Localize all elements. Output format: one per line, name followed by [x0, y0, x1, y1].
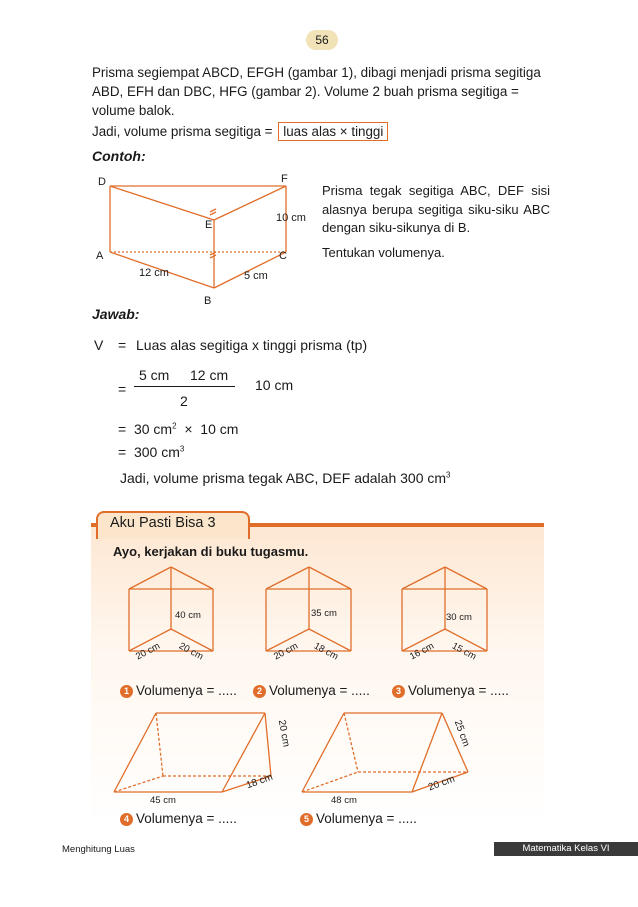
ex5-volume: [300, 811, 417, 826]
ex1-volume-label: Volumenya = .....: [136, 683, 237, 698]
ex4-width: 18 cm: [244, 771, 275, 792]
vertex-e: E: [205, 219, 213, 231]
equals-3-sign: =: [118, 421, 127, 437]
ex4-number-badge: 4: [120, 813, 133, 826]
exercise-tab-title: Aku Pasti Bisa 3: [110, 515, 216, 531]
equals-4: [118, 444, 184, 460]
answer-heading: Jawab:: [92, 306, 140, 322]
ex2-side-b: 18 cm: [311, 640, 340, 663]
ex3-height: 30 cm: [446, 612, 472, 623]
ex2-side-a: 20 cm: [271, 640, 300, 663]
ex1-volume: [120, 683, 237, 698]
vertex-b: B: [204, 295, 212, 307]
fraction-numerator-a: 5 cm: [139, 367, 170, 383]
page-number: 56: [306, 30, 338, 50]
ex5-volume-label: Volumenya = .....: [316, 811, 417, 826]
ex4-volume-label: Volumenya = .....: [136, 811, 237, 826]
ex3-side-a: 16 cm: [407, 640, 436, 663]
volume-formula: [92, 124, 388, 139]
example-question: Tentukan volumenya.: [322, 244, 445, 260]
fraction-denominator: 2: [180, 393, 188, 409]
equals-3: [118, 421, 238, 437]
fraction-bar: [134, 386, 235, 387]
answer-line-4: 300 cm: [133, 444, 180, 460]
ex4-length: 45 cm: [150, 795, 176, 806]
vertex-d: D: [98, 176, 106, 188]
example-description-text: Prisma tegak segitiga ABC, DEF sisi alasnya berupa segitiga siku-siku ABC dengan siku-sikunya di B.: [322, 183, 550, 235]
ex2-number-badge: 2: [253, 685, 266, 698]
ex4-volume: [120, 811, 237, 826]
ex5-number-badge: 5: [300, 813, 313, 826]
ex5-width: 20 cm: [426, 773, 457, 794]
fraction-tail: 10 cm: [255, 377, 294, 393]
ex1-number-badge: 1: [120, 685, 133, 698]
answer-line-3a: 30 cm: [133, 421, 173, 437]
ex2-volume: [253, 683, 370, 698]
answer-line-1: Luas alas segitiga x tinggi prisma (tp): [136, 337, 368, 353]
footer-chapter: Menghitung Luas: [62, 844, 135, 855]
ex3-side-b: 15 cm: [449, 640, 478, 663]
ex2-volume-label: Volumenya = .....: [269, 683, 370, 698]
exercise-instruction: Ayo, kerjakan di buku tugasmu.: [113, 544, 309, 559]
ex5-length: 48 cm: [331, 795, 357, 806]
formula-prefix: Jadi, volume prisma segitiga =: [92, 124, 273, 139]
ex3-number-badge: 3: [392, 685, 405, 698]
answer-line-4-sup: 3: [179, 444, 185, 454]
ex3-volume: [392, 683, 509, 698]
example-description: [322, 182, 550, 262]
bc-length-label: 5 cm: [244, 270, 268, 282]
example-heading: Contoh:: [92, 148, 146, 164]
ex5-height: 25 cm: [451, 718, 472, 749]
vertex-a: A: [96, 250, 104, 262]
answer-conclusion-sup: 3: [446, 470, 451, 480]
answer-conclusion-text: Jadi, volume prisma tegak ABC, DEF adalah 300 cm: [120, 470, 447, 486]
ex2-height: 35 cm: [311, 608, 337, 619]
ex1-side-a: 20 cm: [133, 640, 162, 663]
ex1-side-b: 20 cm: [176, 640, 205, 663]
equals-4-sign: =: [118, 444, 127, 460]
intro-paragraph: Prisma segiempat ABCD, EFGH (gambar 1), dibagi menjadi prisma segitiga ABD, EFH dan DBC, HFG (gambar 2). Volume 2 buah prisma segitiga = volume balok.: [92, 65, 541, 118]
height-label: 10 cm: [276, 212, 306, 224]
formula-boxed: luas alas × tinggi: [278, 122, 388, 141]
times-sign: ×: [184, 421, 193, 437]
equals-2: =: [118, 381, 127, 397]
footer-book-title: Matematika Kelas VI: [494, 842, 638, 856]
vertex-f: F: [281, 173, 288, 185]
equals-1: =: [118, 337, 127, 353]
ab-length-label: 12 cm: [139, 267, 169, 279]
ex1-height: 40 cm: [175, 610, 201, 621]
fraction-numerator-b: 12 cm: [190, 367, 229, 383]
example-prism-figure: [90, 168, 320, 310]
answer-line-3b: 10 cm: [200, 421, 239, 437]
answer-line-3-sup: 2: [172, 421, 177, 431]
v-symbol: V: [94, 337, 104, 353]
vertex-c: C: [279, 250, 287, 262]
ex3-volume-label: Volumenya = .....: [408, 683, 509, 698]
answer-conclusion: [120, 470, 451, 486]
ex4-height: 20 cm: [275, 719, 292, 748]
